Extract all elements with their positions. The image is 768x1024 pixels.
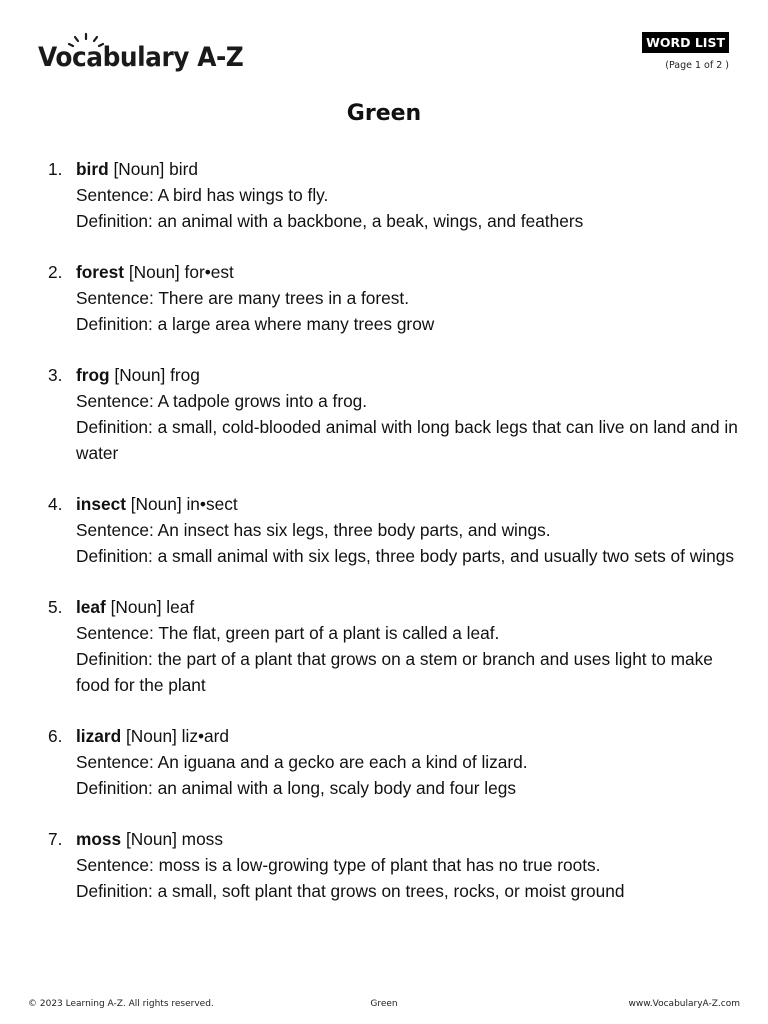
entry-sentence: Sentence: The flat, green part of a plant is called a leaf.	[76, 623, 500, 643]
list-item	[48, 491, 738, 569]
logo-text: Vocabulary A-Z	[38, 42, 244, 73]
entry-headword-line	[76, 723, 738, 749]
entry-headword-line	[76, 594, 738, 620]
entry-part-of-speech: [Noun] in•sect	[125, 494, 238, 514]
entry-definition: Definition: the part of a plant that grows on a stem or branch and uses light to make food for the plant	[76, 649, 713, 695]
entry-definition: Definition: a small animal with six legs, three body parts, and usually two sets of wings	[76, 546, 734, 566]
entry-sentence: Sentence: There are many trees in a forest.	[76, 288, 410, 308]
entry-part-of-speech: [Noun] for•est	[124, 262, 234, 282]
entry-word: moss	[76, 829, 122, 849]
word-list	[48, 156, 738, 929]
entry-number: 2.	[48, 262, 63, 282]
list-item	[48, 723, 738, 801]
page-indicator: (Page 1 of 2 )	[665, 60, 729, 71]
list-item	[48, 156, 738, 234]
entry-word: bird	[76, 159, 109, 179]
entry-headword-line	[76, 826, 738, 852]
entry-sentence: Sentence: A bird has wings to fly.	[76, 185, 329, 205]
entry-sentence: Sentence: A tadpole grows into a frog.	[76, 391, 368, 411]
entry-part-of-speech: [Noun] frog	[109, 365, 200, 385]
entry-sentence: Sentence: An insect has six legs, three body parts, and wings.	[76, 520, 551, 540]
entry-part-of-speech: [Noun] bird	[108, 159, 198, 179]
entry-definition: Definition: a small, cold-blooded animal with long back legs that can live on land and in water	[76, 417, 738, 463]
entry-number: 1.	[48, 159, 63, 179]
entry-definition: Definition: an animal with a long, scaly body and four legs	[76, 778, 516, 798]
entry-number: 5.	[48, 597, 63, 617]
list-item	[48, 594, 738, 698]
entry-sentence: Sentence: moss is a low-growing type of plant that has no true roots.	[76, 855, 601, 875]
entry-sentence: Sentence: An iguana and a gecko are each a kind of lizard.	[76, 752, 528, 772]
entry-definition: Definition: an animal with a backbone, a beak, wings, and feathers	[76, 211, 584, 231]
entry-word: lizard	[76, 726, 122, 746]
entry-definition: Definition: a large area where many trees grow	[76, 314, 435, 334]
list-item	[48, 826, 738, 904]
entry-word: insect	[76, 494, 126, 514]
entry-part-of-speech: [Noun] moss	[121, 829, 223, 849]
footer-website: www.VocabularyA-Z.com	[628, 999, 740, 1009]
entry-part-of-speech: [Noun] leaf	[105, 597, 195, 617]
footer-title: Green	[370, 999, 398, 1009]
entry-number: 7.	[48, 829, 63, 849]
entry-number: 4.	[48, 494, 63, 514]
footer-copyright: © 2023 Learning A-Z. All rights reserved.	[28, 999, 214, 1009]
entry-number: 3.	[48, 365, 63, 385]
entry-word: leaf	[76, 597, 106, 617]
entry-word: forest	[76, 262, 125, 282]
entry-headword-line	[76, 156, 738, 182]
entry-number: 6.	[48, 726, 63, 746]
list-item	[48, 362, 738, 466]
word-list-badge: WORD LIST	[642, 32, 729, 53]
entry-part-of-speech: [Noun] liz•ard	[121, 726, 230, 746]
entry-headword-line	[76, 491, 738, 517]
entry-word: frog	[76, 365, 110, 385]
list-item	[48, 259, 738, 337]
entry-headword-line	[76, 362, 738, 388]
page-title: Green	[346, 101, 422, 126]
entry-headword-line	[76, 259, 738, 285]
vocabulary-az-logo	[38, 32, 248, 82]
entry-definition: Definition: a small, soft plant that grows on trees, rocks, or moist ground	[76, 881, 625, 901]
